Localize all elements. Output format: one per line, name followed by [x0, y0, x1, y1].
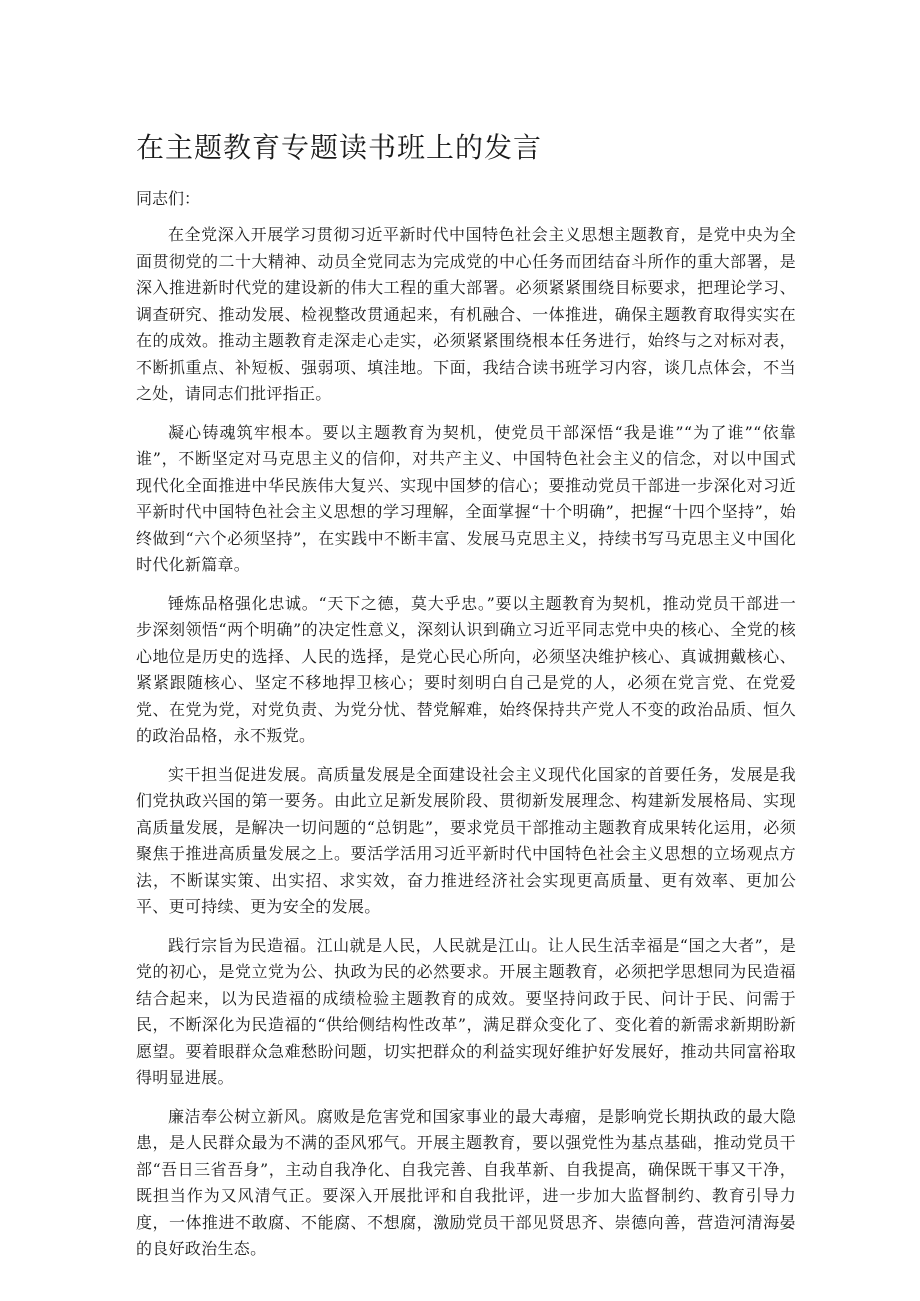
paragraph-point-2: 锤炼品格强化忠诚。“天下之德，莫大乎忠。”要以主题教育为契机，推动党员干部进一步深刻领悟“两个明确”的决定性意义，深刻认识到确立习近平同志党中央的核心、全党的核心地位是历史的选择、人民的选择，是党心民心所向，必须坚决维护核心、真诚拥戴核心、紧紧跟随核心、坚定不移地捍卫核心；要时刻明白自己是党的人，必须在党言党、在党爱党、在党为党，对党负责、为党分忧、替党解难，始终保持共产党人不变的政治品质、恒久的政治品格，永不叛党。 — [136, 593, 796, 745]
paragraph-point-3: 实干担当促进发展。高质量发展是全面建设社会主义现代化国家的首要任务，发展是我们党执政兴国的第一要务。由此立足新发展阶段、贯彻新发展理念、构建新发展格局、实现高质量发展，是解决一切问题的“总钥匙”，要求党员干部推动主题教育成果转化运用，必须聚焦于推进高质量发展之上。要活学活用习近平新时代中国特色社会主义思想的立场观点方法，不断谋实策、出实招、求实效，奋力推进经济社会实现更高质量、更有效率、更加公平、更可持续、更为安全的发展。 — [136, 764, 796, 916]
paragraph-point-5: 廉洁奉公树立新风。腐败是危害党和国家事业的最大毒瘤，是影响党长期执政的最大隐患，是人民群众最为不满的歪风邪气。开展主题教育，要以强党性为基点基础，推动党员干部“吾日三省吾身”，主动自我净化、自我完善、自我革新、自我提高，确保既干事又干净，既担当作为又风清气正。要深入开展批评和自我批评，进一步加大监督制约、教育引导力度，一体推进不敢腐、不能腐、不想腐，激励党员干部见贤思齐、崇德向善，营造河清海晏的良好政治生态。 — [136, 1106, 796, 1258]
salutation: 同志们： — [136, 189, 201, 208]
document-title: 在主题教育专题读书班上的发言 — [136, 131, 543, 164]
paragraph-point-1: 凝心铸魂筑牢根本。要以主题教育为契机，使党员干部深悟“我是谁”“为了谁”“依靠谁”，不断坚定对马克思主义的信仰，对共产主义、中国特色社会主义的信念，对以中国式现代化全面推进中华民族伟大复兴、实现中国梦的信心；要推动党员干部进一步深化对习近平新时代中国特色社会主义思想的学习理解，全面掌握“十个明确”，把握“十四个坚持”，始终做到“六个必须坚持”，在实践中不断丰富、发展马克思主义，持续书写马克思主义中国化时代化新篇章。 — [136, 422, 796, 574]
document-page — [136, 128, 796, 1275]
paragraph-point-4: 践行宗旨为民造福。江山就是人民，人民就是江山。让人民生活幸福是“国之大者”，是党的初心，是党立党为公、执政为民的必然要求。开展主题教育，必须把学思想同为民造福结合起来，以为民造福的成绩检验主题教育的成效。要坚持问政于民、问计于民、问需于民，不断深化为民造福的“供给侧结构性改革”，满足群众变化了、变化着的新需求新期盼新愿望。要着眼群众急难愁盼问题，切实把群众的利益实现好维护好发展好，推动共同富裕取得明显进展。 — [136, 935, 796, 1087]
paragraph-intro: 在全党深入开展学习贯彻习近平新时代中国特色社会主义思想主题教育，是党中央为全面贯彻党的二十大精神、动员全党同志为完成党的中心任务而团结奋斗所作的重大部署，是深入推进新时代党的建设新的伟大工程的重大部署。必须紧紧围绕目标要求，把理论学习、调查研究、推动发展、检视整改贯通起来，有机融合、一体推进，确保主题教育取得实实在在的成效。推动主题教育走深走心走实，必须紧紧围绕根本任务进行，始终与之对标对表，不断抓重点、补短板、强弱项、填洼地。下面，我结合读书班学习内容，谈几点体会，不当之处，请同志们批评指正。 — [136, 225, 796, 403]
